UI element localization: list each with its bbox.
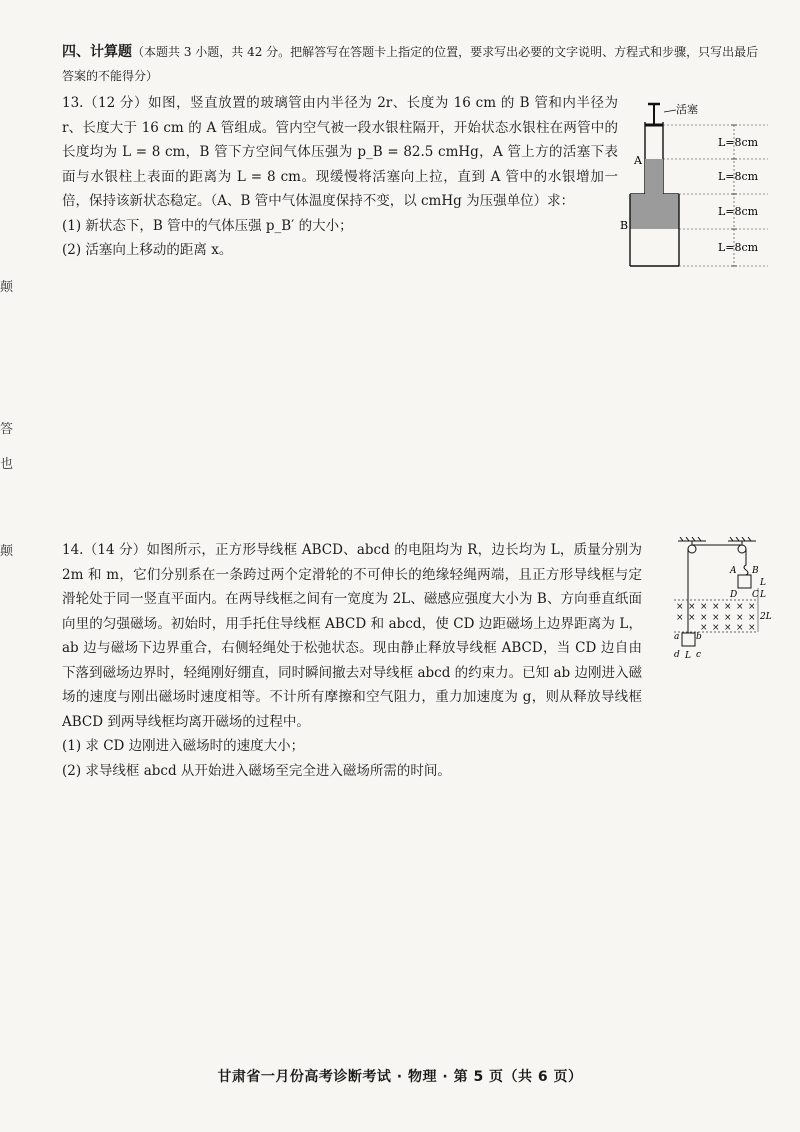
svg-text:×: × [700,623,708,633]
frame-label: b [696,632,702,642]
mercury-in-b [630,194,679,229]
sub-question-2: (2) 活塞向上移动的距离 x。 [62,242,233,258]
margin-char: 答 [0,422,14,437]
pulley-icon [688,545,696,553]
q13-figure [612,98,772,270]
svg-text:×: × [724,602,732,612]
mercury-in-a [645,159,663,194]
section-title: 四、计算题 [62,44,132,60]
dim-label: L=8cm [718,205,759,218]
svg-text:×: × [736,613,744,623]
frame-abcd-upper [738,575,751,588]
section-heading [62,40,762,88]
question-points: （12 分） [83,95,149,111]
dim-label: 2L [760,612,772,622]
question-13 [62,91,618,263]
svg-text:×: × [712,623,720,633]
margin-char: 颠 [0,280,14,295]
svg-text:×: × [676,602,684,612]
frame-label: D [730,590,738,600]
svg-text:×: × [724,613,732,623]
frame-abcd-lower [682,633,695,646]
svg-text:×: × [748,602,756,612]
dim-label: L=8cm [718,170,759,183]
margin-char: 颠 [0,544,14,559]
sub-question-1: (1) 求 CD 边刚进入磁场时的速度大小； [62,738,305,754]
frame-label: d [674,650,680,660]
label-b: B [620,219,629,232]
svg-text:×: × [688,613,696,623]
frame-label: a [674,632,680,642]
frame-label: A [730,566,737,576]
dim-label: L=8cm [718,241,759,254]
margin-char: 也 [0,457,14,472]
svg-text:×: × [712,602,720,612]
frame-label: C [752,590,759,600]
svg-text:×: × [700,613,708,623]
svg-text:×: × [724,623,732,633]
dim-label: L [685,651,691,661]
question-number: 14. [62,542,84,558]
piston-icon [645,104,663,125]
svg-text:×: × [736,602,744,612]
question-number: 13. [62,95,84,111]
dim-label: L=8cm [718,136,759,149]
question-stem: 如图所示，正方形导线框 ABCD、abcd 的电阻均为 R，边长均为 L，质量分别为 2m 和 m，它们分别系在一条跨过两个定滑轮的不可伸长的绝缘轻绳两端，且正方形导线框与定滑轮处于同一竖直平面内。在两导线框之间有一宽度为 2L、磁感应强度大小为 B、方向垂直纸面向里的匀强磁场。初始时，用手托住导线框 ABCD 和 abcd，使 CD 边距磁场上边界距离为 L，ab 边与磁场下边界重合，右侧轻绳处于松弛状态。现由静止释放导线框 ABCD，当 CD 边自由下落到磁场边界时，轻绳刚好绷直，同时瞬间撤去对导线框 abcd 的约束力。已知 ab 边刚进入磁场的速度与刚出磁场时速度相等。不计所有摩擦和空气阻力，重力加速度为 g，则从释放导线框 ABCD 到两导线框均离开磁场的过程中。 [62,542,642,730]
svg-text:×: × [748,623,756,633]
pulley-icon [738,545,746,553]
svg-text:×: × [736,623,744,633]
question-points: （14 分） [83,542,147,558]
frame-label: B [752,566,759,576]
svg-text:×: × [748,613,756,623]
svg-text:×: × [712,613,720,623]
frame-label: c [696,650,702,660]
dim-label: L [760,590,766,600]
piston-label: 活塞 [676,103,698,116]
sub-question-1: (1) 新状态下，B 管中的气体压强 p_B′ 的大小； [62,217,353,234]
question-stem: 如图，竖直放置的玻璃管由内半径为 2r、长度为 16 cm 的 B 管和内半径为 r、长度大于 16 cm 的 A 管组成。管内空气被一段水银柱隔开，开始状态水银柱在两管中的长度均为 L = 8 cm，B 管下方空间气体压强为 p_B = 82.5 cmHg，A 管上方的活塞下表面与水银柱上表面的距离为 L = 8 cm。现缓慢将活塞向上拉，直到 A 管中的水银增加一倍，保持该新状态稳定。（A、B 管中气体温度保持不变，以 cmHg 为压强单位）求： [62,95,618,209]
svg-text:×: × [676,613,684,623]
svg-text:×: × [688,602,696,612]
page-footer: 甘肃省一月份高考诊断考试 · 物理 · 第 5 页（共 6 页） [217,1069,583,1085]
section-note: （本题共 3 小题，共 42 分。把解答写在答题卡上指定的位置，要求写出必要的文字说明、方程式和步骤，只写出最后答案的不能得分） [62,45,759,83]
question-14 [62,538,712,783]
svg-text:×: × [700,602,708,612]
q14-figure [672,537,772,665]
dim-label: L [760,578,766,588]
sub-question-2: (2) 求导线框 abcd 从开始进入磁场至完全进入磁场所需的时间。 [62,762,451,779]
label-a: A [634,154,642,167]
